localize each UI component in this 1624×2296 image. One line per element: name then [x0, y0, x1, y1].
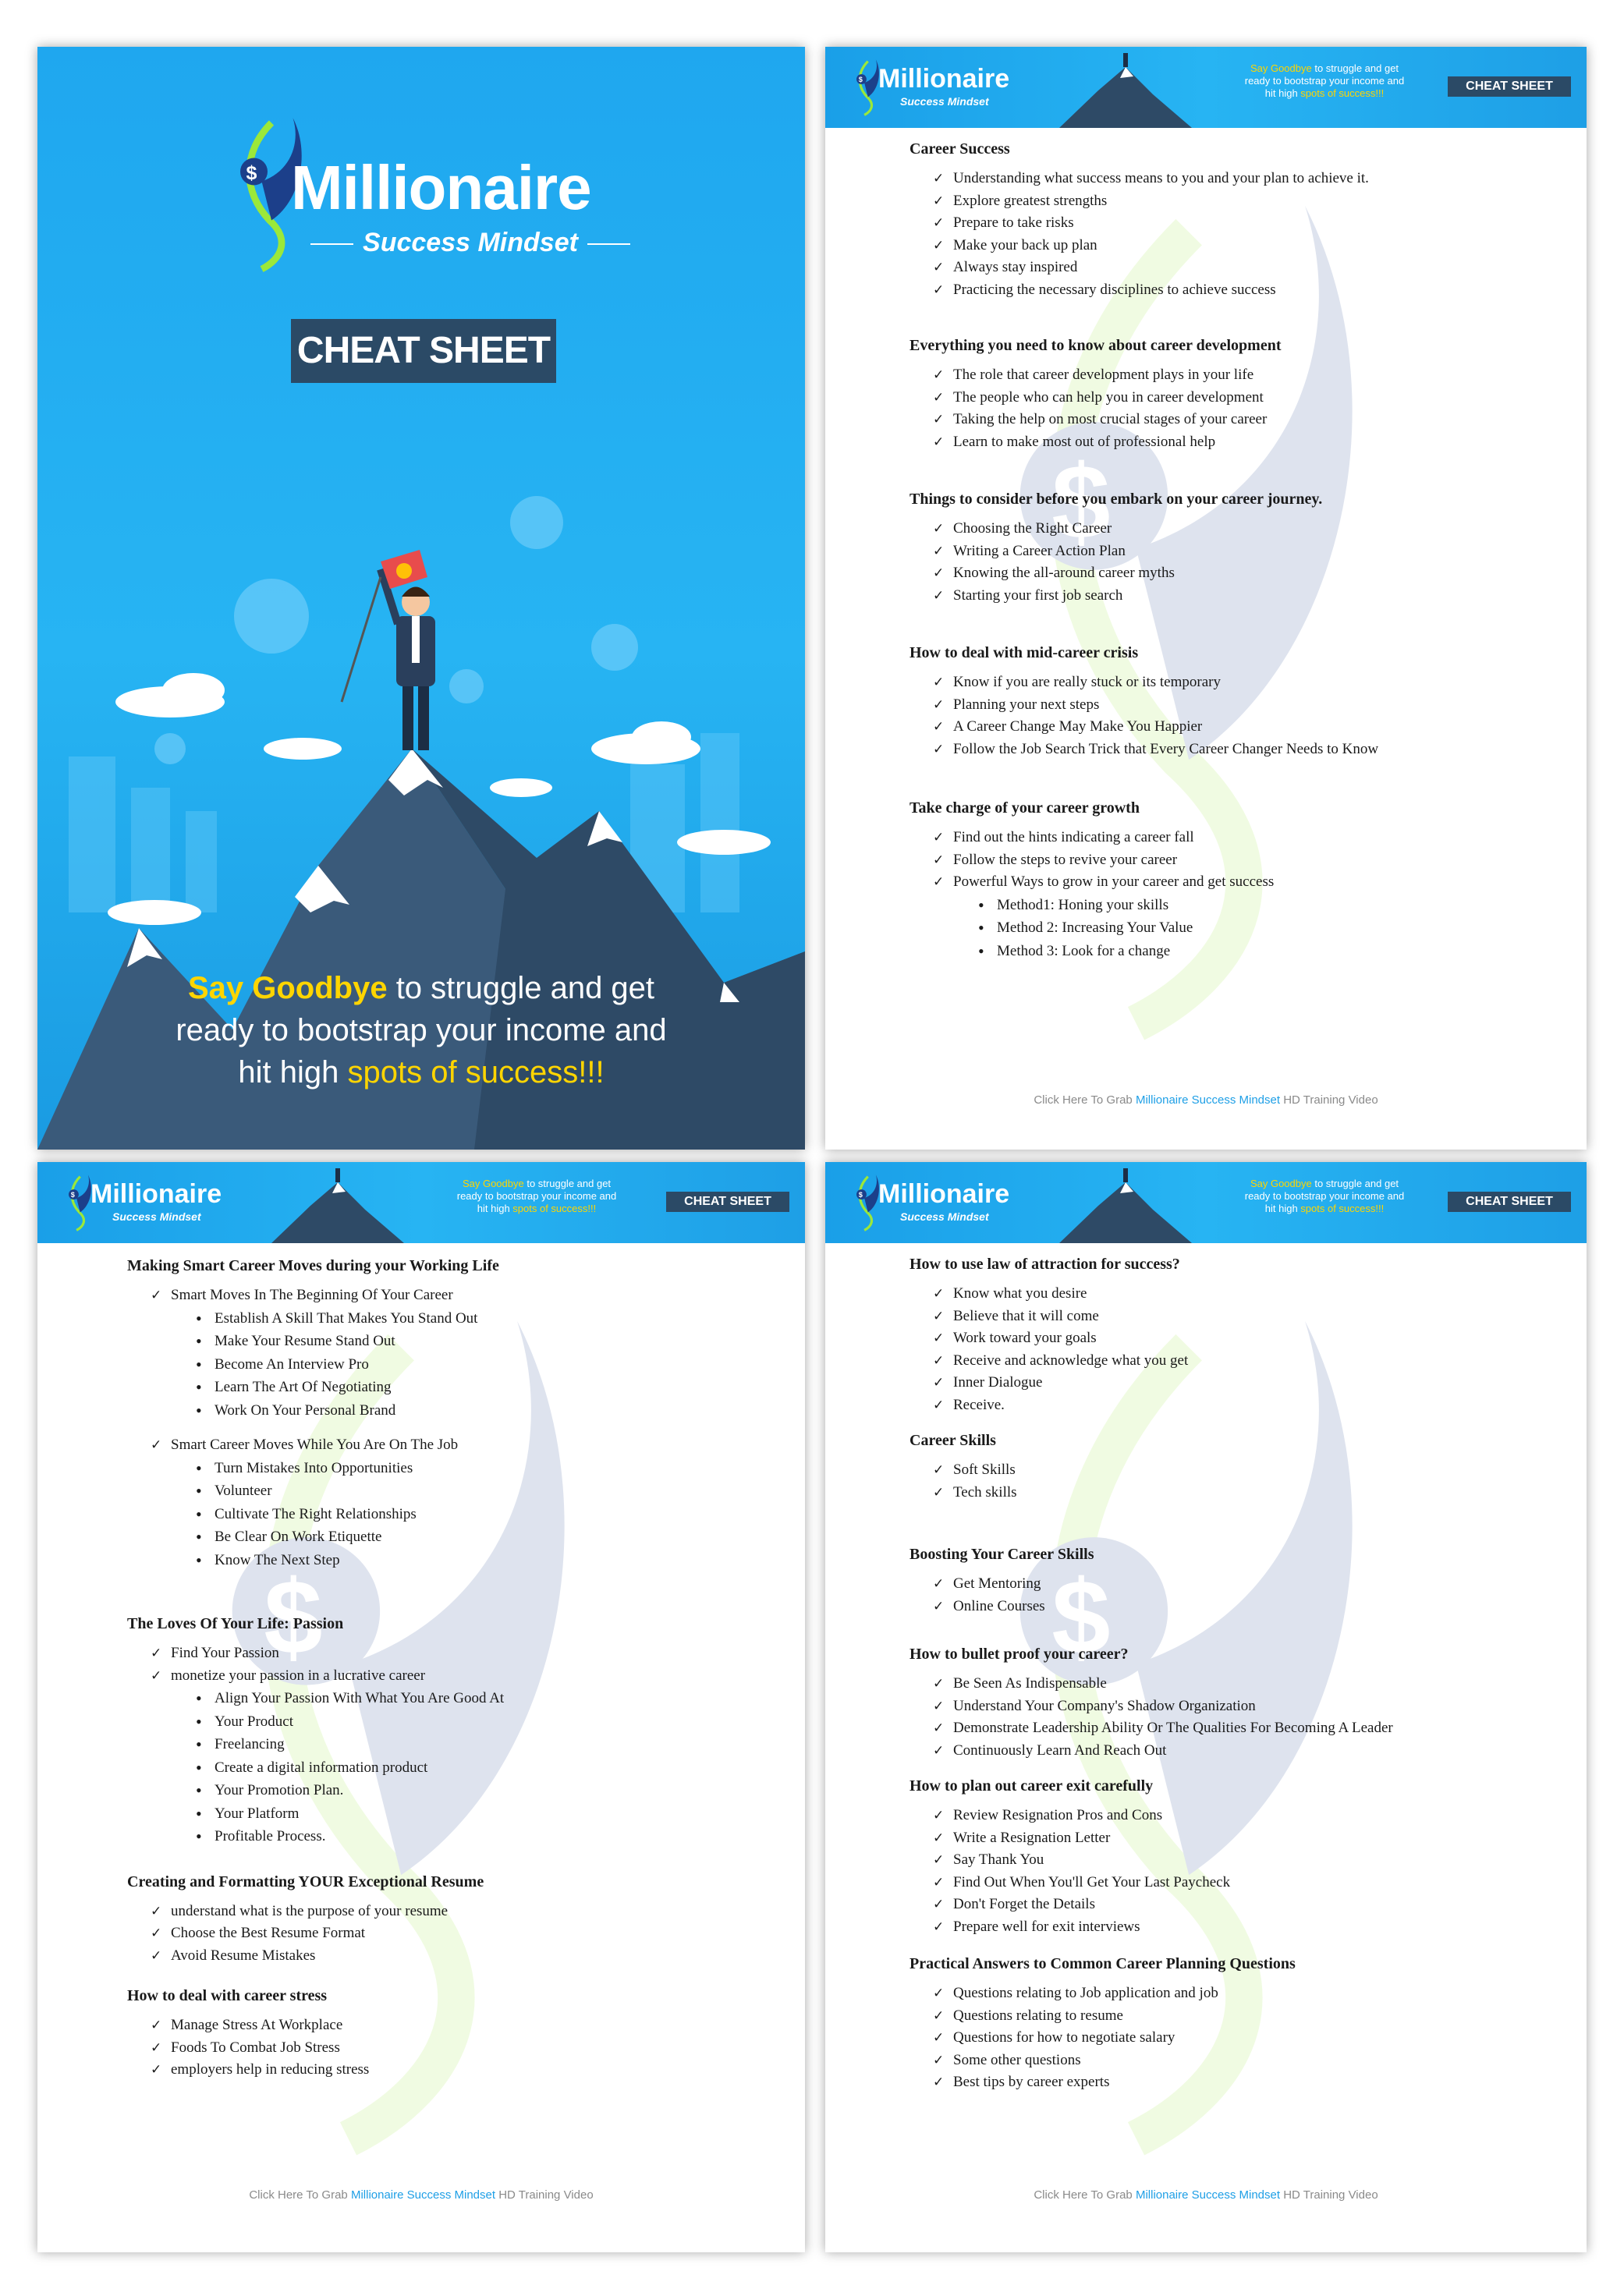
section [910, 1777, 1549, 1938]
cheat-sheet-badge: CHEAT SHEET [1448, 76, 1571, 97]
checklist [933, 1283, 1549, 1416]
checklist-item [151, 1284, 767, 1422]
checklist-item-label: Questions relating to Job application and job [953, 1985, 1218, 2001]
bullet-item: • Your Product [194, 1710, 767, 1734]
checklist [151, 1284, 767, 1571]
checklist-item [933, 827, 1549, 849]
checklist-item-label: Manage Stress At Workplace [171, 2017, 343, 2033]
bullet-item: • Know The Next Step [194, 1549, 767, 1572]
checklist-item [933, 1327, 1549, 1350]
checklist-item [151, 2037, 767, 2060]
cover-tagline: Say Goodbye to struggle and get ready to bootstrap your income and hit high spots of success!!! [176, 971, 667, 1090]
bullet-item: • Establish A Skill That Makes You Stand Out [194, 1307, 767, 1330]
section-heading: Career Success [910, 140, 1010, 158]
checklist-item [151, 1665, 767, 1848]
content-page-2 [825, 47, 1587, 1150]
bullet-item: • Be Clear On Work Etiquette [194, 1525, 767, 1549]
checklist-item [933, 212, 1549, 235]
businessman-icon [342, 550, 435, 750]
section [910, 644, 1549, 760]
checklist-item [933, 190, 1549, 213]
checklist-item-label: A Career Change May Make You Happier [953, 718, 1203, 735]
section-heading: How to plan out career exit carefully [910, 1777, 1154, 1795]
checklist-item [151, 2059, 767, 2082]
checklist-item-label: Follow the steps to revive your career [953, 851, 1178, 868]
checklist-item [933, 518, 1549, 540]
checklist-item [933, 1805, 1549, 1827]
checklist-item [933, 540, 1549, 563]
checklist-item [933, 671, 1549, 694]
checklist-item [933, 739, 1549, 761]
header-tagline: Say Goodbye to struggle and get ready to bootstrap your income and hit high spots of success!!! [1244, 62, 1405, 99]
bullet-item: • Your Promotion Plan. [194, 1779, 767, 1802]
checklist [933, 364, 1549, 453]
section-heading: Boosting Your Career Skills [910, 1546, 1094, 1563]
header-brand-subtitle: Success Mindset [112, 1210, 201, 1223]
checklist [933, 168, 1549, 301]
checklist-item-label: Questions for how to negotiate salary [953, 2029, 1175, 2046]
section [910, 1546, 1549, 1617]
checklist-item-label: Know if you are really stuck or its temporary [953, 674, 1221, 690]
checklist-item-label: Know what you desire [953, 1285, 1087, 1302]
checklist-item-label: Choosing the Right Career [953, 520, 1112, 537]
checklist-item-label: Demonstrate Leadership Ability Or The Qualities For Becoming A Leader [953, 1720, 1393, 1736]
bullet-item: • Become An Interview Pro [194, 1353, 767, 1377]
checklist-item-label: Believe that it will come [953, 1307, 1099, 1324]
checklist [151, 1642, 767, 1848]
checklist [933, 1673, 1549, 1762]
checklist-item-label: Understanding what success means to you and your plan to achieve it. [953, 170, 1369, 186]
checklist-item-label: Learn to make most out of professional help [953, 433, 1216, 450]
checklist-item-label: understand what is the purpose of your resume [171, 1902, 449, 1919]
checklist-item-label: employers help in reducing stress [171, 2061, 370, 2078]
bullet-item: • Method 3: Look for a change [977, 940, 1549, 963]
page-header [37, 1162, 805, 1243]
checklist-item [933, 431, 1549, 454]
checklist-item [933, 1482, 1549, 1504]
header-tagline: Say Goodbye to struggle and get ready to bootstrap your income and hit high spots of success!!! [1244, 1178, 1405, 1214]
section-heading: Things to consider before you embark on your career journey. [910, 491, 1323, 508]
checklist-item-label: Continuously Learn And Reach Out [953, 1741, 1167, 1759]
checklist-item [151, 2014, 767, 2037]
checklist-item-label: Online Courses [953, 1597, 1045, 1614]
checklist-item-label: Don't Forget the Details [953, 1896, 1095, 1912]
checklist-item [151, 1922, 767, 1945]
checklist-item [933, 409, 1549, 431]
checklist-item-label: Find Out When You'll Get Your Last Paycheck [953, 1873, 1231, 1890]
section [127, 1873, 767, 1968]
checklist-item [933, 1394, 1549, 1417]
section [910, 337, 1549, 453]
checklist-item-label: Receive. [953, 1396, 1005, 1413]
checklist [933, 1982, 1549, 2094]
checklist-item-label: Get Mentoring [953, 1575, 1041, 1592]
checklist [933, 671, 1549, 760]
checklist-item-label: Write a Resignation Letter [953, 1829, 1111, 1846]
checklist-item [933, 1573, 1549, 1596]
checklist-item-label: Inner Dialogue [953, 1374, 1043, 1391]
section-heading: How to bullet proof your career? [910, 1646, 1129, 1663]
page-header [825, 1162, 1587, 1243]
section-heading: Practical Answers to Common Career Planning Questions [910, 1955, 1296, 1972]
checklist-item-label: Prepare well for exit interviews [953, 1918, 1140, 1935]
checklist-item-label: Review Resignation Pros and Cons [953, 1807, 1163, 1823]
checklist-item-label: Soft Skills [953, 1462, 1016, 1478]
checklist-item-label: Foods To Combat Job Stress [171, 2039, 340, 2056]
bullet-item: • Volunteer [194, 1479, 767, 1503]
section [910, 491, 1549, 607]
checklist-item-label: Find Your Passion [171, 1645, 279, 1661]
bullet-item: • Freelancing [194, 1733, 767, 1756]
checklist-item [933, 1894, 1549, 1916]
checklist-item-label: The people who can help you in career development [953, 388, 1264, 406]
bullet-item: • Your Platform [194, 1802, 767, 1826]
section-heading: How to deal with career stress [127, 1987, 328, 2004]
checklist-item [933, 1459, 1549, 1482]
bullet-item: • Create a digital information product [194, 1756, 767, 1780]
bullet-list [977, 894, 1549, 963]
bullet-list [194, 1457, 767, 1572]
checklist [933, 827, 1549, 962]
bullet-list [194, 1307, 767, 1423]
bullet-item: • Method1: Honing your skills [977, 894, 1549, 917]
checklist-item [933, 1982, 1549, 2005]
bullet-item: • Method 2: Increasing Your Value [977, 916, 1549, 940]
header-brand-subtitle: Success Mindset [900, 1210, 989, 1223]
section [910, 1955, 1549, 2094]
checklist-item-label: Starting your first job search [953, 586, 1123, 604]
section-heading: How to use law of attraction for success? [910, 1256, 1180, 1273]
section-heading: Career Skills [910, 1432, 996, 1449]
checklist-item-label: Make your back up plan [953, 236, 1097, 253]
bullet-item: • Align Your Passion With What You Are Good At [194, 1687, 767, 1710]
section [910, 140, 1549, 301]
section [127, 1257, 767, 1571]
page-header [825, 47, 1587, 128]
checklist [933, 1805, 1549, 1938]
checklist-item-label: Avoid Resume Mistakes [171, 1947, 316, 1964]
checklist-item-label: Find out the hints indicating a career fall [953, 829, 1194, 845]
mountain-icon [1059, 1167, 1192, 1243]
checklist-item [933, 1306, 1549, 1328]
checklist-item [933, 1717, 1549, 1740]
checklist-item [933, 585, 1549, 608]
mountain-icon [1059, 51, 1192, 128]
checklist [151, 1901, 767, 1968]
cover-page [37, 47, 805, 1150]
bullet-item: • Make Your Resume Stand Out [194, 1330, 767, 1353]
checklist-item-label: Say Thank You [953, 1851, 1044, 1868]
checklist-item [933, 2071, 1549, 2094]
section [127, 1987, 767, 2082]
checklist-item [933, 2050, 1549, 2072]
checklist-item [933, 364, 1549, 387]
checklist-item-label: Best tips by career experts [953, 2074, 1110, 2090]
checklist-item [933, 279, 1549, 302]
checklist-item [933, 694, 1549, 717]
section [127, 1615, 767, 1848]
section [910, 799, 1549, 962]
checklist-item [933, 387, 1549, 409]
header-brand-subtitle: Success Mindset [900, 95, 989, 108]
checklist-item-label: Taking the help on most crucial stages of your career [953, 411, 1268, 427]
content-page-3 [37, 1162, 805, 2252]
checklist-item [151, 1901, 767, 1923]
checklist-item [933, 1596, 1549, 1618]
checklist [151, 2014, 767, 2082]
checklist-item-label: Planning your next steps [953, 696, 1100, 713]
bullet-item: • Learn The Art Of Negotiating [194, 1376, 767, 1399]
footer-training-link[interactable]: Click Here To Grab Millionaire Success Mindset HD Training Video [249, 2188, 594, 2202]
checklist-item [151, 1434, 767, 1571]
section [910, 1432, 1549, 1504]
checklist-item-label: Work toward your goals [953, 1330, 1097, 1346]
checklist-item-label: Explore greatest strengths [953, 192, 1108, 209]
section-heading: Take charge of your career growth [910, 799, 1140, 817]
checklist-item [933, 1872, 1549, 1894]
checklist-item-label: Some other questions [953, 2051, 1081, 2068]
checklist-item-label: Follow the Job Search Trick that Every Career Changer Needs to Know [953, 740, 1379, 757]
section [910, 1256, 1549, 1416]
brand-subtitle: Success Mindset [287, 228, 654, 258]
checklist-item [933, 1849, 1549, 1872]
bullet-item: • Work On Your Personal Brand [194, 1399, 767, 1423]
page2-content [910, 140, 1549, 962]
checklist-item-label: Prepare to take risks [953, 214, 1074, 231]
checklist-item [933, 1740, 1549, 1763]
checklist-item-label: Understand Your Company's Shadow Organization [953, 1697, 1256, 1714]
checklist-item [933, 1827, 1549, 1850]
checklist-item-label: Receive and acknowledge what you get [953, 1352, 1189, 1369]
checklist-item [933, 1350, 1549, 1373]
checklist-item [933, 1372, 1549, 1394]
section-heading: Everything you need to know about career development [910, 337, 1282, 354]
bullet-item: • Cultivate The Right Relationships [194, 1503, 767, 1526]
checklist-item-label: The role that career development plays in your life [953, 367, 1254, 383]
footer-training-link[interactable]: Click Here To Grab Millionaire Success Mindset HD Training Video [1034, 2188, 1378, 2202]
checklist-item [933, 1283, 1549, 1306]
header-brand-title: Millionaire [878, 1179, 1010, 1209]
checklist-item [933, 235, 1549, 257]
page4-content [910, 1256, 1549, 2094]
checklist [933, 1573, 1549, 1617]
checklist-item [151, 1642, 767, 1665]
checklist-item [151, 1945, 767, 1968]
checklist [933, 1459, 1549, 1504]
checklist-item [933, 1673, 1549, 1695]
checklist-item-label: Powerful Ways to grow in your career and get success [953, 873, 1275, 890]
checklist-item-label: Always stay inspired [953, 259, 1078, 275]
brand-title: Millionaire [291, 153, 591, 222]
checklist-item [933, 257, 1549, 279]
checklist-item-label: Tech skills [953, 1483, 1017, 1501]
checklist-item-label: monetize your passion in a lucrative career [171, 1667, 426, 1684]
bullet-item: • Turn Mistakes Into Opportunities [194, 1457, 767, 1480]
checklist-item-label: Choose the Best Resume Format [171, 1925, 366, 1941]
section-heading: The Loves Of Your Life: Passion [127, 1615, 344, 1632]
section [910, 1646, 1549, 1762]
bullet-item: • Profitable Process. [194, 1825, 767, 1848]
page3-content [127, 1257, 767, 2102]
checklist-item [933, 168, 1549, 190]
section-heading: Making Smart Career Moves during your Working Life [127, 1257, 499, 1274]
checklist-item-label: Smart Career Moves While You Are On The Job [171, 1437, 459, 1453]
cheat-sheet-badge: CHEAT SHEET [1448, 1192, 1571, 1212]
checklist-item [933, 2005, 1549, 2028]
bullet-list [194, 1687, 767, 1848]
mountain-icon [271, 1167, 404, 1243]
checklist-item-label: Smart Moves In The Beginning Of Your Career [171, 1287, 453, 1303]
content-page-4 [825, 1162, 1587, 2252]
checklist-item [933, 871, 1549, 962]
cheat-sheet-badge: CHEAT SHEET [666, 1192, 789, 1212]
checklist-item [933, 562, 1549, 585]
checklist-item-label: Questions relating to resume [953, 2007, 1123, 2024]
checklist-item-label: Practicing the necessary disciplines to achieve success [953, 281, 1276, 298]
checklist-item-label: Be Seen As Indispensable [953, 1675, 1107, 1692]
header-brand-title: Millionaire [90, 1179, 222, 1209]
checklist-item [933, 716, 1549, 739]
footer-training-link[interactable]: Click Here To Grab Millionaire Success Mindset HD Training Video [1034, 1093, 1378, 1107]
cheat-sheet-badge: CHEAT SHEET [291, 319, 556, 383]
section-heading: Creating and Formatting YOUR Exceptional Resume [127, 1873, 484, 1890]
header-tagline: Say Goodbye to struggle and get ready to bootstrap your income and hit high spots of success!!! [456, 1178, 617, 1214]
header-brand-title: Millionaire [878, 64, 1010, 94]
checklist-item [933, 2027, 1549, 2050]
checklist [933, 518, 1549, 607]
checklist-item-label: Knowing the all-around career myths [953, 565, 1175, 581]
checklist-item [933, 1695, 1549, 1718]
section-heading: How to deal with mid-career crisis [910, 644, 1139, 661]
checklist-item [933, 849, 1549, 872]
checklist-item-label: Writing a Career Action Plan [953, 542, 1126, 559]
checklist-item [933, 1916, 1549, 1939]
